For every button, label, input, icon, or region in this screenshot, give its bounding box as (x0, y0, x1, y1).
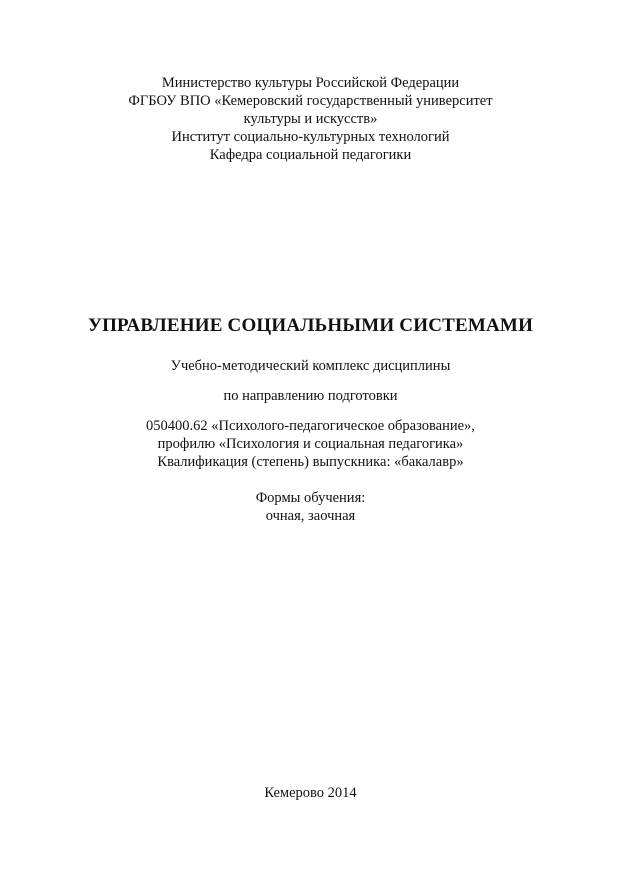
city-year: Кемерово 2014 (264, 785, 357, 801)
program-profile-line: профилю «Психология и социальная педагогика» (157, 436, 464, 452)
study-forms-label: Формы обучения: (255, 490, 366, 506)
institute-line: Институт социально-культурных технологий (171, 129, 450, 145)
university-line-cont: культуры и искусств» (243, 111, 378, 127)
program-code-line: 050400.62 «Психолого-педагогическое образование», (146, 418, 475, 434)
ministry-line: Министерство культуры Российской Федерации (161, 75, 460, 91)
department-line: Кафедра социальной педагогики (209, 147, 412, 163)
document-title: УПРАВЛЕНИЕ СОЦИАЛЬНЫМИ СИСТЕМАМИ (87, 315, 534, 336)
university-line: ФГБОУ ВПО «Кемеровский государственный университет (128, 93, 493, 109)
qualification-line: Квалификация (степень) выпускника: «бакалавр» (157, 454, 464, 470)
direction-label: по направлению подготовки (223, 388, 398, 404)
document-subtitle: Учебно-методический комплекс дисциплины (170, 358, 451, 374)
study-forms-value: очная, заочная (265, 508, 356, 524)
